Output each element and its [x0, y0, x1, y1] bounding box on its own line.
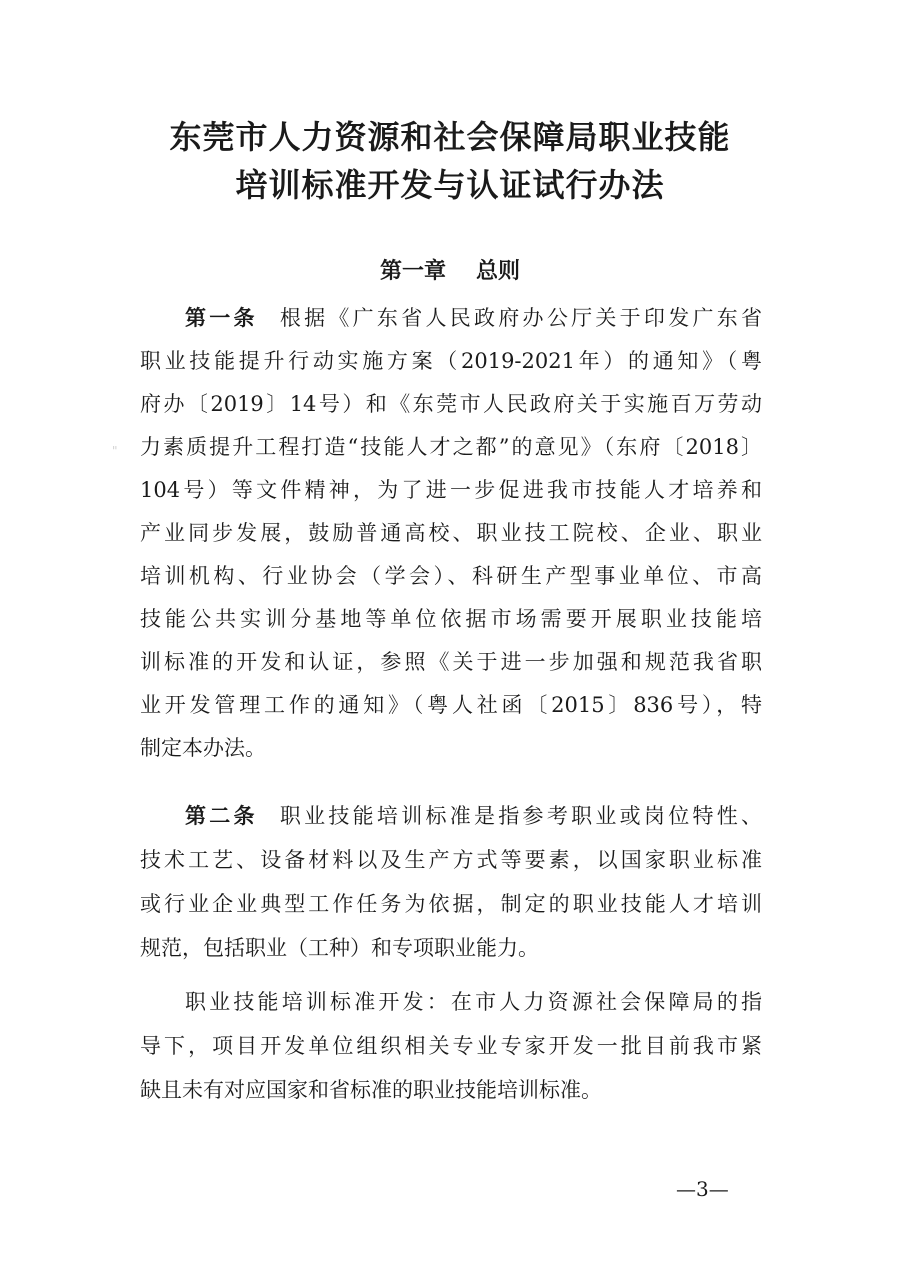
- paragraph-3-line: 缺且未有对应国家和省标准的职业技能培训标准。: [140, 1078, 602, 1102]
- article-2-line: 技术工艺、设备材料以及生产方式等要素，以国家职业标准: [140, 848, 762, 872]
- article-1-label: 第一条: [185, 306, 258, 330]
- article-1-line: 制定本办法。: [140, 736, 266, 760]
- document-title-line-1: 东莞市人力资源和社会保障局职业技能: [169, 118, 731, 156]
- page-number: —3—: [676, 1177, 729, 1201]
- article-1-line: 训标准的开发和认证，参照《关于进一步加强和规范我省职: [140, 650, 762, 674]
- article-1-line: 104号）等文件精神，为了进一步促进我市技能人才培养和: [140, 478, 762, 502]
- paragraph-3-line: 导下，项目开发单位组织相关专业专家开发一批目前我市紧: [140, 1034, 762, 1058]
- article-1-line: 培训机构、行业协会（学会）、科研生产型事业单位、市高: [140, 564, 762, 588]
- article-2-line: 规范，包括职业（工种）和专项职业能力。: [140, 936, 539, 960]
- chapter-number: 第一章: [379, 259, 446, 284]
- article-1-line: 业开发管理工作的通知》（粤人社函〔2015〕836号），特: [140, 693, 762, 717]
- article-1-line: 第一条 根据《广东省人民政府办公厅关于印发广东省: [185, 306, 763, 330]
- article-1-line: 技能公共实训分基地等单位依据市场需要开展职业技能培: [140, 607, 762, 631]
- article-1-line: 府办〔2019〕14号）和《东莞市人民政府关于实施百万劳动: [140, 392, 762, 416]
- paragraph-3-line: 职业技能培训标准开发：在市人力资源社会保障局的指: [185, 990, 762, 1014]
- article-1-line: 力素质提升工程打造“技能人才之都”的意见》（东府〔2018〕: [140, 435, 762, 459]
- article-2-label: 第二条: [185, 804, 258, 828]
- document-title-line-2: 培训标准开发与认证试行办法: [235, 166, 665, 204]
- article-1-line: 职业技能提升行动实施方案（2019-2021年）的通知》（粤: [140, 349, 762, 373]
- scan-margin-mark: ": [112, 444, 118, 458]
- article-2-line: 第二条 职业技能培训标准是指参考职业或岗位特性、: [185, 804, 763, 828]
- article-2-line: 或行业企业典型工作任务为依据，制定的职业技能人才培训: [140, 892, 762, 916]
- chapter-name: 总则: [476, 259, 521, 284]
- chapter-heading: [0, 254, 900, 285]
- article-1-line: 产业同步发展，鼓励普通高校、职业技工院校、企业、职业: [140, 521, 762, 545]
